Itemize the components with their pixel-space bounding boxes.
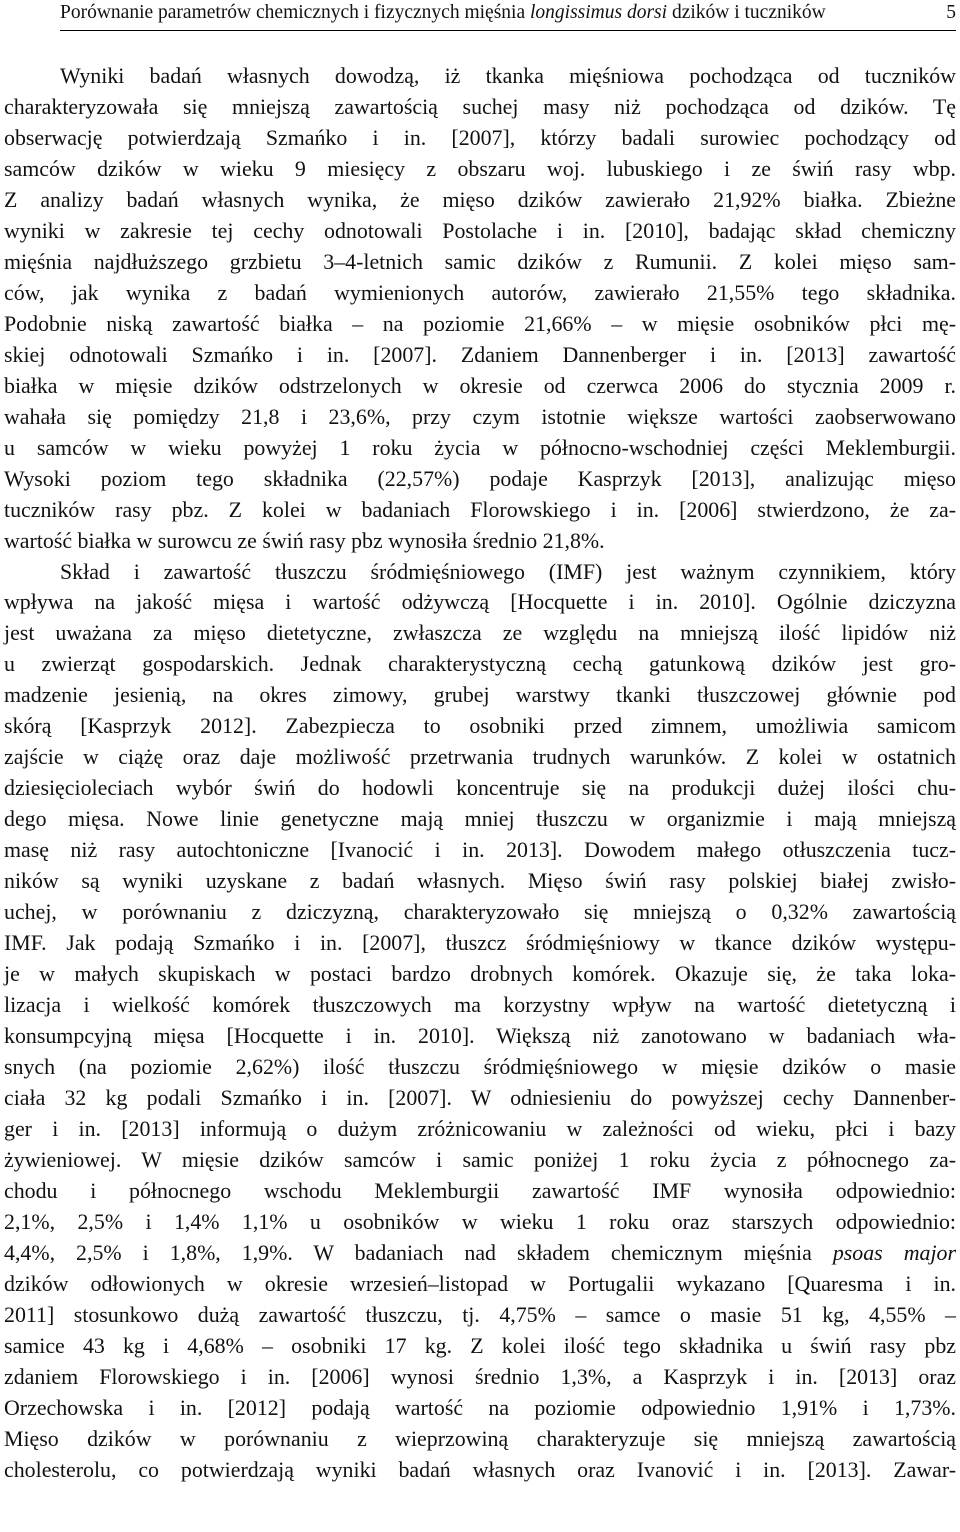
text-line: charakteryzowała się mniejszą zawartością suchej masy niż pochodząca od dzików. Tę: [4, 93, 956, 119]
paragraph-1: [4, 61, 956, 557]
text-line-with-italic: 4,4%, 2,5% i 1,8%, 1,9%. W badaniach nad składem chemicznym mięśnia psoas major: [4, 1239, 956, 1265]
text-line: cholesterolu, co potwierdzają wyniki badań własnych oraz Ivanović i in. [2013]. Zawar-: [4, 1456, 956, 1482]
text-line: masę niż rasy autochtoniczne [Ivanocić i in. 2013]. Dowodem małego otłuszczenia tucz-: [4, 837, 956, 863]
text-line: mięśnia najdłuższego grzbietu 3–4-letnich samic dzików z Rumunii. Z kolei mięso sam-: [4, 248, 956, 274]
text-line: jest uważana za mięso dietetyczne, zwłaszcza ze względu na mniejszą ilość lipidów niż: [4, 620, 956, 646]
text-line: je w małych skupiskach w postaci bardzo drobnych komórek. Okazuje się, że taka loka-: [4, 961, 956, 987]
text-line: snych (na poziomie 2,62%) ilość tłuszczu śródmięśniowego w mięsie dzików o masie: [4, 1054, 956, 1079]
text-line: ców, jak wynika z badań wymienionych autorów, zawierało 21,55% tego składnika.: [4, 279, 956, 305]
text-line: chodu i północnego wschodu Meklemburgii zawartość IMF wynosiła odpowiednio:: [4, 1177, 956, 1203]
italic-term: psoas major: [832, 1239, 956, 1265]
text-line: lizacja i wielkość komórek tłuszczowych ma korzystny wpływ na wartość dietetyczną i: [4, 992, 956, 1018]
text-line: dzików odłowionych w okresie wrzesień–listopad w Portugalii wykazano [Quaresma i in.: [4, 1270, 956, 1296]
text-line: Wyniki badań własnych dowodzą, iż tkanka mięśniowa pochodząca od tuczników: [60, 63, 956, 88]
text-line: uchej, w porównaniu z dziczyzną, charakteryzowało się mniejszą o 0,32% zawartością: [4, 899, 956, 925]
header-title: Porównanie parametrów chemicznych i fizycznych mięśnia longissimus dorsi dzików i tuczników: [60, 2, 826, 23]
paragraph-2: [4, 557, 956, 1486]
page-number: 5: [946, 2, 956, 23]
text-line: Z analizy badań własnych wynika, że mięso dzików zawierało 21,92% białka. Zbieżne: [4, 186, 956, 212]
text-line: Podobnie niską zawartość białka – na poziomie 21,66% – w mięsie osobników płci mę-: [4, 310, 956, 336]
text-line: zajście w ciążę oraz daje możliwość przetrwania trudnych warunków. Z kolei w ostatnich: [4, 744, 956, 770]
text-line: żywieniowej. W mięsie dzików samców i samic poniżej 1 roku życia z północnego za-: [4, 1146, 956, 1172]
running-header: [60, 0, 956, 31]
text-line: wpływa na jakość mięsa i wartość odżywczą [Hocquette i in. 2010]. Ogólnie dziczyzna: [4, 589, 956, 615]
text-line: samice 43 kg i 4,68% – osobniki 17 kg. Z kolei ilość tego składnika u świń rasy pbz: [4, 1332, 956, 1358]
text-line: skórą [Kasprzyk 2012]. Zabezpiecza to osobniki przed zimnem, umożliwia samicom: [4, 713, 956, 739]
text-line: białka w mięsie dzików odstrzelonych w okresie od czerwca 2006 do stycznia 2009 r.: [4, 372, 956, 398]
header-title-italic: longissimus dorsi: [529, 2, 668, 23]
text-line: Mięso dzików w porównaniu z wieprzowiną charakteryzuje się mniejszą zawartością: [4, 1425, 956, 1451]
text-line: ników są wyniki uzyskane z badań własnych. Mięso świń rasy polskiej białej zwisło-: [4, 868, 956, 894]
text-line: Wysoki poziom tego składnika (22,57%) podaje Kasprzyk [2013], analizując mięso: [4, 465, 956, 491]
body-text: [4, 61, 956, 1486]
text-line: madzenie jesienią, na okres zimowy, grubej warstwy tkanki tłuszczowej głównie pod: [4, 682, 956, 708]
text-line: wahała się pomiędzy 21,8 i 23,6%, przy czym istotnie większe wartości zaobserwowano: [4, 403, 956, 429]
text-line: u samców w wieku powyżej 1 roku życia w północno-wschodniej części Meklemburgii.: [4, 434, 956, 460]
text-line: ciała 32 kg podali Szmańko i in. [2007]. W odniesieniu do powyższej cechy Dannenber-: [4, 1084, 956, 1110]
text-line: wartość białka w surowcu ze świń rasy pbz wynosiła średnio 21,8%.: [4, 527, 605, 553]
text-line: skiej odnotowali Szmańko i in. [2007]. Zdaniem Dannenberger i in. [2013] zawartość: [4, 341, 956, 367]
text-line: dziesięcioleciach wybór świń do hodowli koncentruje się na produkcji dużej ilości chu-: [4, 775, 956, 801]
text-line: Orzechowska i in. [2012] podają wartość na poziomie odpowiednio 1,91% i 1,73%.: [4, 1394, 956, 1420]
text-line: wyniki w zakresie tej cechy odnotowali Postolache i in. [2010], badając skład chemiczny: [4, 217, 956, 243]
text-line: IMF. Jak podają Szmańko i in. [2007], tłuszcz śródmięśniowy w tkance dzików występu-: [4, 930, 956, 956]
text-line: ger i in. [2013] informują o dużym zróżnicowaniu w zależności od wieku, płci i bazy: [4, 1115, 956, 1141]
text-line: samców dzików w wieku 9 miesięcy z obszaru woj. lubuskiego i ze świń rasy wbp.: [4, 155, 956, 181]
text-line: u zwierząt gospodarskich. Jednak charakterystyczną cechą gatunkową dzików jest gro-: [4, 651, 956, 677]
text-line: 2011] stosunkowo dużą zawartość tłuszczu, tj. 4,75% – samce o masie 51 kg, 4,55% –: [4, 1301, 956, 1327]
text-line: dego mięsa. Nowe linie genetyczne mają mniej tłuszczu w organizmie i mają mniejszą: [4, 806, 956, 832]
text-line: obserwację potwierdzają Szmańko i in. [2007], którzy badali surowiec pochodzący od: [4, 124, 956, 150]
text-line: zdaniem Florowskiego i in. [2006] wynosi średnio 1,3%, a Kasprzyk i in. [2013] oraz: [4, 1363, 956, 1389]
text-line: 2,1%, 2,5% i 1,4% 1,1% u osobników w wieku 1 roku oraz starszych odpowiednio:: [4, 1208, 956, 1234]
text-line: tuczników rasy pbz. Z kolei w badaniach Florowskiego i in. [2006] stwierdzono, że za-: [4, 496, 956, 522]
text-line: konsumpcyjną mięsa [Hocquette i in. 2010]. Większą niż zanotowano w badaniach wła-: [4, 1023, 956, 1049]
text-line: Skład i zawartość tłuszczu śródmięśniowego (IMF) jest ważnym czynnikiem, który: [60, 558, 956, 584]
